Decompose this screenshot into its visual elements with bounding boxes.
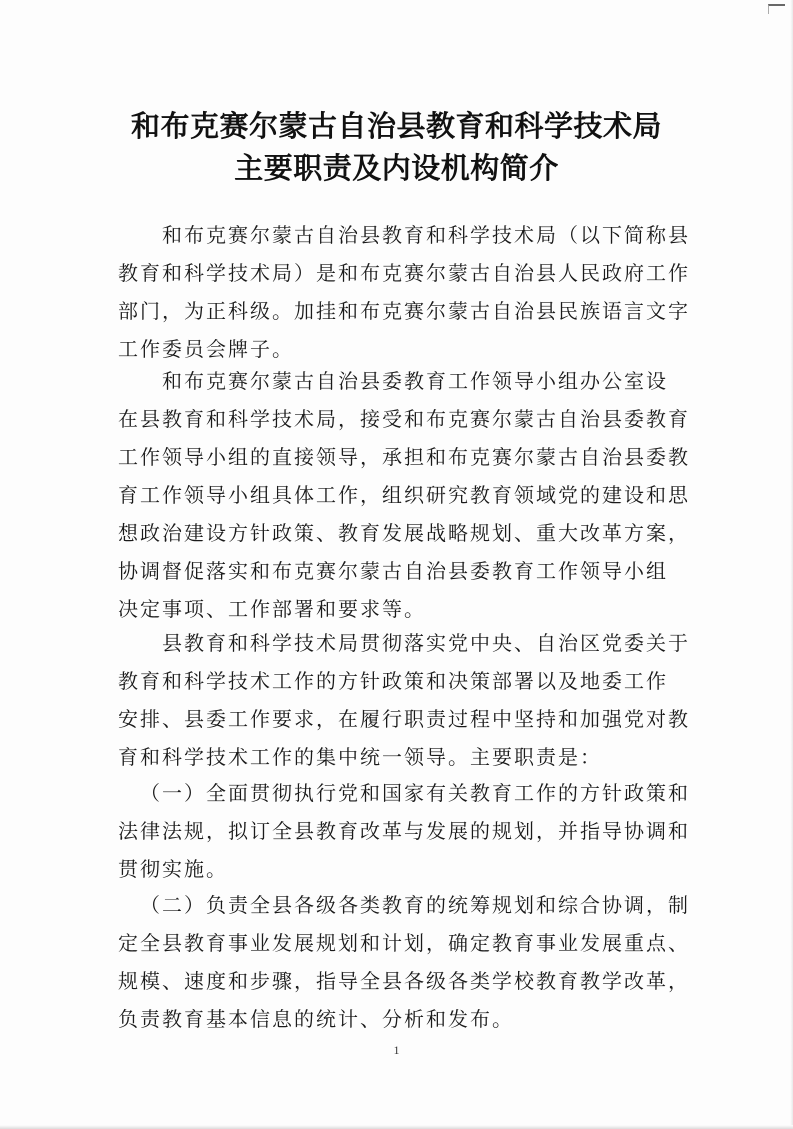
body-line: 法律法规，拟订全县教育改革与发展的规划，并指导协调和	[118, 819, 690, 843]
scan-corner-mark	[768, 4, 785, 14]
body-line: 定全县教育事业发展规划和计划，确定教育事业发展重点、	[118, 931, 690, 955]
body-line: 决定事项、工作部署和要求等。	[118, 597, 426, 621]
body-line: 育和科学技术工作的集中统一领导。主要职责是：	[118, 745, 602, 769]
body-line: （二）负责全县各级各类教育的统筹规划和综合协调，制	[140, 893, 690, 917]
body-line: 协调督促落实和布克赛尔蒙古自治县委教育工作领导小组	[118, 559, 668, 583]
body-line: 部门，为正科级。加挂和布克赛尔蒙古自治县民族语言文字	[118, 299, 690, 323]
body-line: 规模、速度和步骤，指导全县各级各类学校教育教学改革，	[118, 969, 690, 993]
body-line: 工作领导小组的直接领导，承担和布克赛尔蒙古自治县委教	[118, 445, 690, 469]
document-title-line-2: 主要职责及内设机构简介	[234, 151, 559, 185]
body-line: （一）全面贯彻执行党和国家有关教育工作的方针政策和	[140, 781, 690, 805]
document-title-line-1: 和布克赛尔蒙古自治县教育和科学技术局	[130, 109, 662, 143]
body-line: 负责教育基本信息的统计、分析和发布。	[118, 1007, 514, 1031]
scan-edge-bottom	[0, 1125, 793, 1129]
body-line: 育工作领导小组具体工作，组织研究教育领域党的建设和思	[118, 483, 690, 507]
body-line: 教育和科学技术局）是和布克赛尔蒙古自治县人民政府工作	[118, 261, 690, 285]
body-line: 县教育和科学技术局贯彻落实党中央、自治区党委关于	[162, 631, 690, 655]
body-line: 贯彻实施。	[118, 857, 228, 881]
body-line: 工作委员会牌子。	[118, 337, 294, 361]
body-line: 教育和科学技术工作的方针政策和决策部署以及地委工作	[118, 669, 668, 693]
body-line: 在县教育和科学技术局，接受和布克赛尔蒙古自治县委教育	[118, 407, 690, 431]
body-line: 和布克赛尔蒙古自治县教育和科学技术局（以下简称县	[162, 223, 690, 247]
body-line: 想政治建设方针政策、教育发展战略规划、重大改革方案，	[118, 521, 690, 545]
page-number: 1	[393, 1043, 400, 1057]
body-line: 安排、县委工作要求，在履行职责过程中坚持和加强党对教	[118, 707, 690, 731]
body-line: 和布克赛尔蒙古自治县委教育工作领导小组办公室设	[162, 369, 668, 393]
